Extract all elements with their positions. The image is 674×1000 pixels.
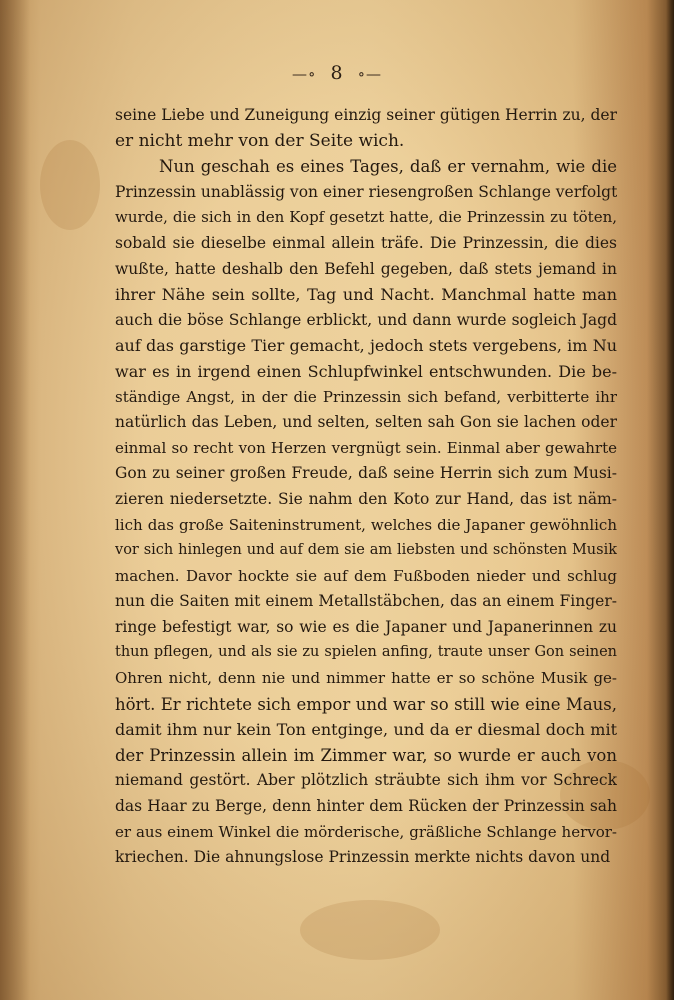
text-line: der Prinzessin allein im Zimmer war, so wurde er auch von <box>115 745 617 765</box>
body-text <box>115 103 617 871</box>
text-line: nun die Saiten mit einem Metallstäbchen, das an einem Finger- <box>115 592 617 611</box>
text-line: zieren niedersetzte. Sie nahm den Koto zur Hand, das ist näm- <box>115 489 617 508</box>
text-line: machen. Davor hockte sie auf dem Fußboden nieder und schlug <box>115 566 617 585</box>
text-line: ständige Angst, in der die Prinzessin sich befand, verbitterte ihr <box>115 387 617 406</box>
text-line: Prinzessin unablässig von einer riesengroßen Schlange verfolgt <box>115 182 617 201</box>
text-line: Ohren nicht, denn nie und nimmer hatte er so schöne Musik ge- <box>115 669 617 688</box>
text-line: auf das garstige Tier gemacht, jedoch stets vergebens, im Nu <box>115 336 617 356</box>
text-line: thun pflegen, und als sie zu spielen anfing, traute unser Gon seinen <box>115 644 617 661</box>
text-line: Nun geschah es eines Tages, daß er vernahm, wie die <box>159 157 617 177</box>
text-line: natürlich das Leben, und selten, selten sah Gon sie lachen oder <box>115 413 617 432</box>
text-line: das Haar zu Berge, denn hinter dem Rücken der Prinzessin sah <box>115 797 617 816</box>
text-line: Gon zu seiner großen Freude, daß seine Herrin sich zum Musi- <box>115 464 617 483</box>
text-line: wußte, hatte deshalb den Befehl gegeben, daß stets jemand in <box>115 259 617 278</box>
page-edge-shadow <box>666 0 674 1000</box>
text-line: lich das große Saiteninstrument, welches die Japaner gewöhnlich <box>115 515 617 534</box>
text-line: er aus einem Winkel die mörderische, gräßliche Schlange hervor- <box>115 822 617 841</box>
text-line: hört. Er richtete sich empor und war so still wie eine Maus, <box>115 694 617 714</box>
page-number: 8 <box>330 62 344 84</box>
text-line: wurde, die sich in den Kopf gesetzt hatte, die Prinzessin zu töten, <box>115 208 617 227</box>
text-line: kriechen. Die ahnungslose Prinzessin merkte nichts davon und <box>115 848 611 867</box>
paper-stain <box>40 140 100 230</box>
text-line: seine Liebe und Zuneigung einzig seiner gütigen Herrin zu, der <box>115 106 617 124</box>
text-line: damit ihm nur kein Ton entginge, und da er diesmal doch mit <box>115 720 617 740</box>
text-line: sobald sie dieselbe einmal allein träfe. Die Prinzessin, die dies <box>115 233 617 252</box>
page-header <box>0 62 674 84</box>
text-line: niemand gestört. Aber plötzlich sträubte sich ihm vor Schreck <box>115 771 617 790</box>
text-line: war es in irgend einen Schlupfwinkel entschwunden. Die be- <box>115 361 617 381</box>
spine-shadow <box>0 0 30 1000</box>
paper-stain <box>300 900 440 960</box>
text-line: einmal so recht von Herzen vergnügt sein. Einmal aber gewahrte <box>115 438 617 457</box>
ornament-left: —∘ <box>292 65 317 83</box>
text-line: ihrer Nähe sein sollte, Tag und Nacht. Manchmal hatte man <box>115 285 617 305</box>
text-line: ringe befestigt war, so wie es die Japaner und Japanerinnen zu <box>115 617 617 636</box>
text-line: auch die böse Schlange erblickt, und dann wurde sogleich Jagd <box>115 310 617 329</box>
ornament-right: ∘— <box>357 65 382 83</box>
text-line: er nicht mehr von der Seite wich. <box>115 130 405 151</box>
text-line: vor sich hinlegen und auf dem sie am liebsten und schönsten Musik <box>115 542 617 559</box>
